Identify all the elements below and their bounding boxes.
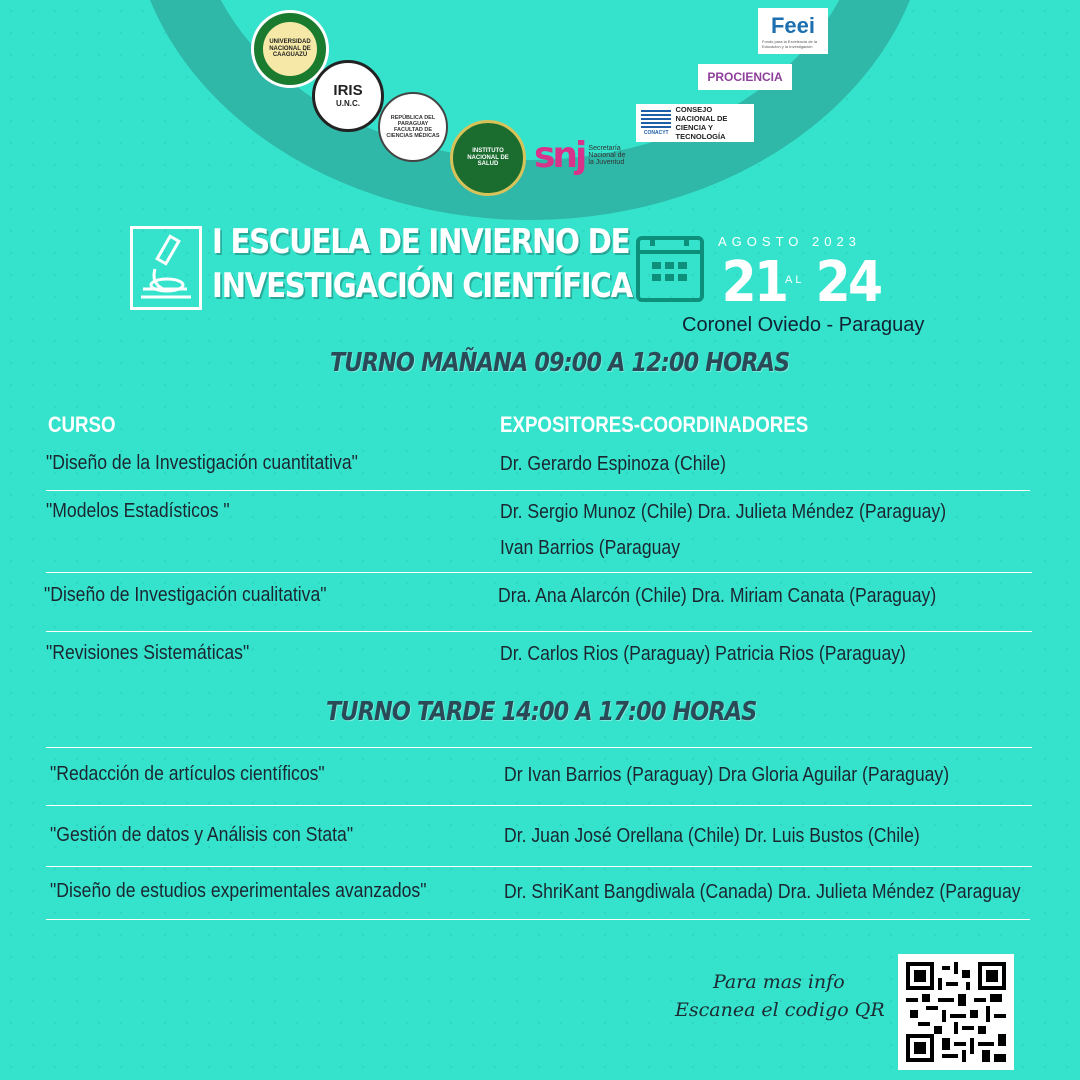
qr-caption-line2: Escanea el codigo QR <box>675 999 885 1021</box>
snj-logo <box>530 128 638 182</box>
afternoon-shift-title: TURNO TARDE 14:00 A 17:00 HORAS <box>326 697 757 727</box>
qr-caption <box>675 968 885 1024</box>
course-name: "Diseño de estudios experimentales avanzados" <box>50 880 427 902</box>
event-day-sep: AL <box>785 274 805 286</box>
feei-logo <box>758 8 828 54</box>
conacyt-logo <box>636 104 754 142</box>
row-divider <box>46 631 1032 632</box>
row-divider <box>46 747 1032 748</box>
morning-shift-title: TURNO MAÑANA 09:00 A 12:00 HORAS <box>330 348 790 378</box>
row-divider <box>46 866 1032 867</box>
feei-logo-text: Feei <box>770 13 816 38</box>
iris-logo-text: IRIS <box>333 82 363 100</box>
event-title-line2: INVESTIGACIÓN CIENTÍFICA <box>212 266 632 306</box>
iris-logo <box>312 60 384 132</box>
snj-caption: Secretaría Nacional de la Juventud <box>588 144 626 166</box>
conacyt-small: CONACYT <box>643 130 669 136</box>
event-month: AGOSTO 2023 <box>718 234 861 249</box>
course-name: "Diseño de Investigación cualitativa" <box>44 584 327 606</box>
snj-logo-text: snj <box>534 134 585 176</box>
course-name: "Redacción de artículos científicos" <box>50 763 325 785</box>
course-name: "Gestión de datos y Análisis con Stata" <box>50 824 354 846</box>
qr-code[interactable] <box>898 954 1014 1070</box>
row-divider <box>46 572 1032 573</box>
course-column-header: CURSO <box>48 412 116 437</box>
medicas-logo-text: REPÚBLICA DEL PARAGUAY FACULTAD DE CIENCIAS MÉDICAS <box>386 114 440 140</box>
prociencia-logo <box>698 64 792 90</box>
event-title <box>212 220 632 308</box>
conacyt-logo-text: CONSEJO NACIONAL DE CIENCIA Y TECNOLOGÍA <box>675 105 728 141</box>
course-speakers: Dr. Gerardo Espinoza (Chile) <box>500 453 726 475</box>
course-speakers: Dr Ivan Barrios (Paraguay) Dra Gloria Aguilar (Paraguay) <box>504 764 950 786</box>
row-divider <box>46 490 1030 491</box>
ins-logo-text: INSTITUTO NACIONAL DE SALUD <box>467 148 509 168</box>
microscope-icon <box>130 226 202 310</box>
course-name: "Modelos Estadísticos " <box>46 500 230 522</box>
iris-logo-sub: U.N.C. <box>336 98 360 108</box>
course-speakers: Dra. Ana Alarcón (Chile) Dra. Miriam Canata (Paraguay) <box>498 585 937 607</box>
course-speakers-cont: Ivan Barrios (Paraguay <box>500 537 681 559</box>
course-speakers: Dr. Juan José Orellana (Chile) Dr. Luis Bustos (Chile) <box>504 825 920 847</box>
course-name: "Revisiones Sistemáticas" <box>46 642 250 664</box>
feei-caption: Fondo para la Excelencia de la Educación y la Investigación <box>762 39 817 49</box>
row-divider <box>46 919 1030 920</box>
course-speakers: Dr. ShriKant Bangdiwala (Canada) Dra. Julieta Méndez (Paraguay <box>504 881 1021 903</box>
course-speakers-block <box>500 494 946 566</box>
row-divider <box>46 805 1032 806</box>
course-speakers: Dr. Carlos Rios (Paraguay) Patricia Rios (Paraguay) <box>500 643 906 665</box>
speakers-column-header: EXPOSITORES-COORDINADORES <box>500 412 809 437</box>
ins-logo <box>450 120 526 196</box>
qr-caption-line1: Para mas info <box>713 971 845 993</box>
course-speakers: Dr. Sergio Munoz (Chile) Dra. Julieta Méndez (Paraguay) <box>500 501 947 523</box>
event-day-end: 24 <box>815 250 881 315</box>
event-location: Coronel Oviedo - Paraguay <box>682 314 925 336</box>
event-day-start: 21 <box>721 250 787 315</box>
course-name: "Diseño de la Investigación cuantitativa" <box>46 452 358 474</box>
unc-logo-text: UNIVERSIDAD NACIONAL DE CAAGUAZÚ <box>269 39 311 59</box>
prociencia-logo-text: PROCIENCIA <box>707 70 783 84</box>
event-title-line1: I ESCUELA DE INVIERNO DE <box>212 222 630 262</box>
medicas-logo <box>378 92 448 162</box>
calendar-icon <box>636 236 704 302</box>
